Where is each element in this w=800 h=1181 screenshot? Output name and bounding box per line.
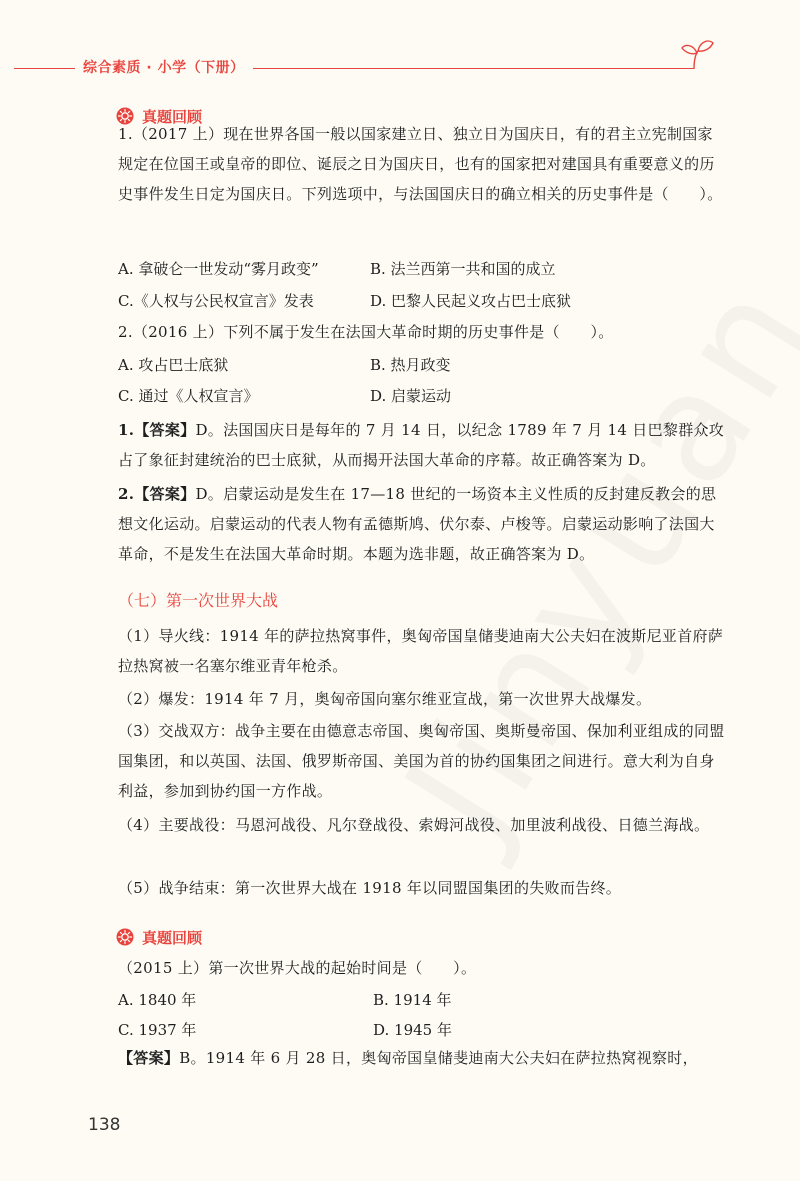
running-header: 综合素质 · 小学（下册） (75, 57, 253, 77)
option-c: C. 1937 年 (118, 1021, 197, 1039)
answer-text: B。1914 年 6 月 28 日，奥匈帝国皇储斐迪南大公夫妇在萨拉热窝视察时， (179, 1049, 698, 1067)
option-a: A. 1840 年 (118, 991, 197, 1009)
ww1-item-2: （2）爆发：1914 年 7 月，奥匈帝国向塞尔维亚宣战，第一次世界大战爆发。 (118, 690, 652, 708)
option-a: A. 攻占巴士底狱 (118, 356, 229, 374)
question-1: 1.（2017 上）现在世界各国一般以国家建立日、独立日为国庆日，有的君主立宪制国家规定在位国王或皇帝的即位、诞辰之日为国庆日，也有的国家把对建国具有重要意义的历史事件发生日定为国庆日。下列选项中，与法国国庆日的确立相关的历史事件是（ ）。 (118, 125, 723, 203)
ww1-item-4: （4）主要战役：马恩河战役、凡尔登战役、索姆河战役、加里波利战役、日德兰海战。 (118, 816, 710, 834)
question-2-options-row2 (118, 385, 726, 413)
option-b: B. 法兰西第一共和国的成立 (370, 260, 556, 278)
ww1-item-1: （1）导火线：1914 年的萨拉热窝事件，奥匈帝国皇储斐迪南大公夫妇在波斯尼亚首府萨拉热窝被一名塞尔维亚青年枪杀。 (118, 627, 724, 675)
option-b: B. 1914 年 (373, 991, 452, 1009)
page-number: 138 (88, 1115, 121, 1135)
answer-label: 【答案】 (118, 1049, 180, 1067)
answer-text: D。法国国庆日是每年的 7 月 14 日，以纪念 1789 年 7 月 14 日巴黎群众攻占了象征封建统治的巴士底狱，从而揭开法国大革命的序幕。故正确答案为 D。 (118, 421, 725, 469)
section-title-review: 真题回顾 (142, 929, 203, 947)
answer-text: D。启蒙运动是发生在 17—18 世纪的一场资本主义性质的反封建反教会的思想文化运动。启蒙运动的代表人物有孟德斯鸠、伏尔泰、卢梭等。启蒙运动影响了法国大革命，不是发生在法国大革命时期。本题为选非题，故正确答案为 D。 (118, 485, 717, 563)
option-a: A. 拿破仑一世发动“雾月政变” (118, 260, 319, 278)
answer-3 (118, 1043, 726, 1073)
ww1-item-3: （3）交战双方：战争主要在由德意志帝国、奥匈帝国、奥斯曼帝国、保加利亚组成的同盟国集团，和以英国、法国、俄罗斯帝国、美国为首的协约国集团之间进行。意大利为自身利益，参加到协约国一方作战。 (118, 722, 725, 800)
answer-label: 1.【答案】 (118, 421, 196, 439)
option-c: C.《人权与公民权宣言》发表 (118, 292, 314, 310)
question-3: （2015 上）第一次世界大战的起始时间是（ ）。 (118, 959, 477, 977)
sprout-icon (678, 35, 718, 71)
question-2-options-row1 (118, 354, 726, 382)
answer-2 (118, 479, 726, 569)
option-c: C. 通过《人权宣言》 (118, 387, 259, 405)
section-heading-ww1: （七）第一次世界大战 (118, 591, 279, 610)
answer-1 (118, 415, 726, 475)
option-d: D. 启蒙运动 (370, 387, 452, 405)
option-d: D. 1945 年 (373, 1021, 452, 1039)
question-2: 2.（2016 上）下列不属于发生在法国大革命时期的历史事件是（ ）。 (118, 323, 614, 341)
option-b: B. 热月政变 (370, 356, 451, 374)
question-3-options-row1 (118, 989, 726, 1017)
sun-icon (116, 928, 134, 946)
question-1-options-row1 (118, 258, 726, 286)
question-1-options-row2 (118, 290, 726, 318)
option-d: D. 巴黎人民起义攻占巴士底狱 (370, 292, 572, 310)
answer-label: 2.【答案】 (118, 485, 196, 503)
section-title-review: 真题回顾 (142, 108, 203, 126)
ww1-item-5: （5）战争结束：第一次世界大战在 1918 年以同盟国集团的失败而告终。 (118, 879, 622, 897)
